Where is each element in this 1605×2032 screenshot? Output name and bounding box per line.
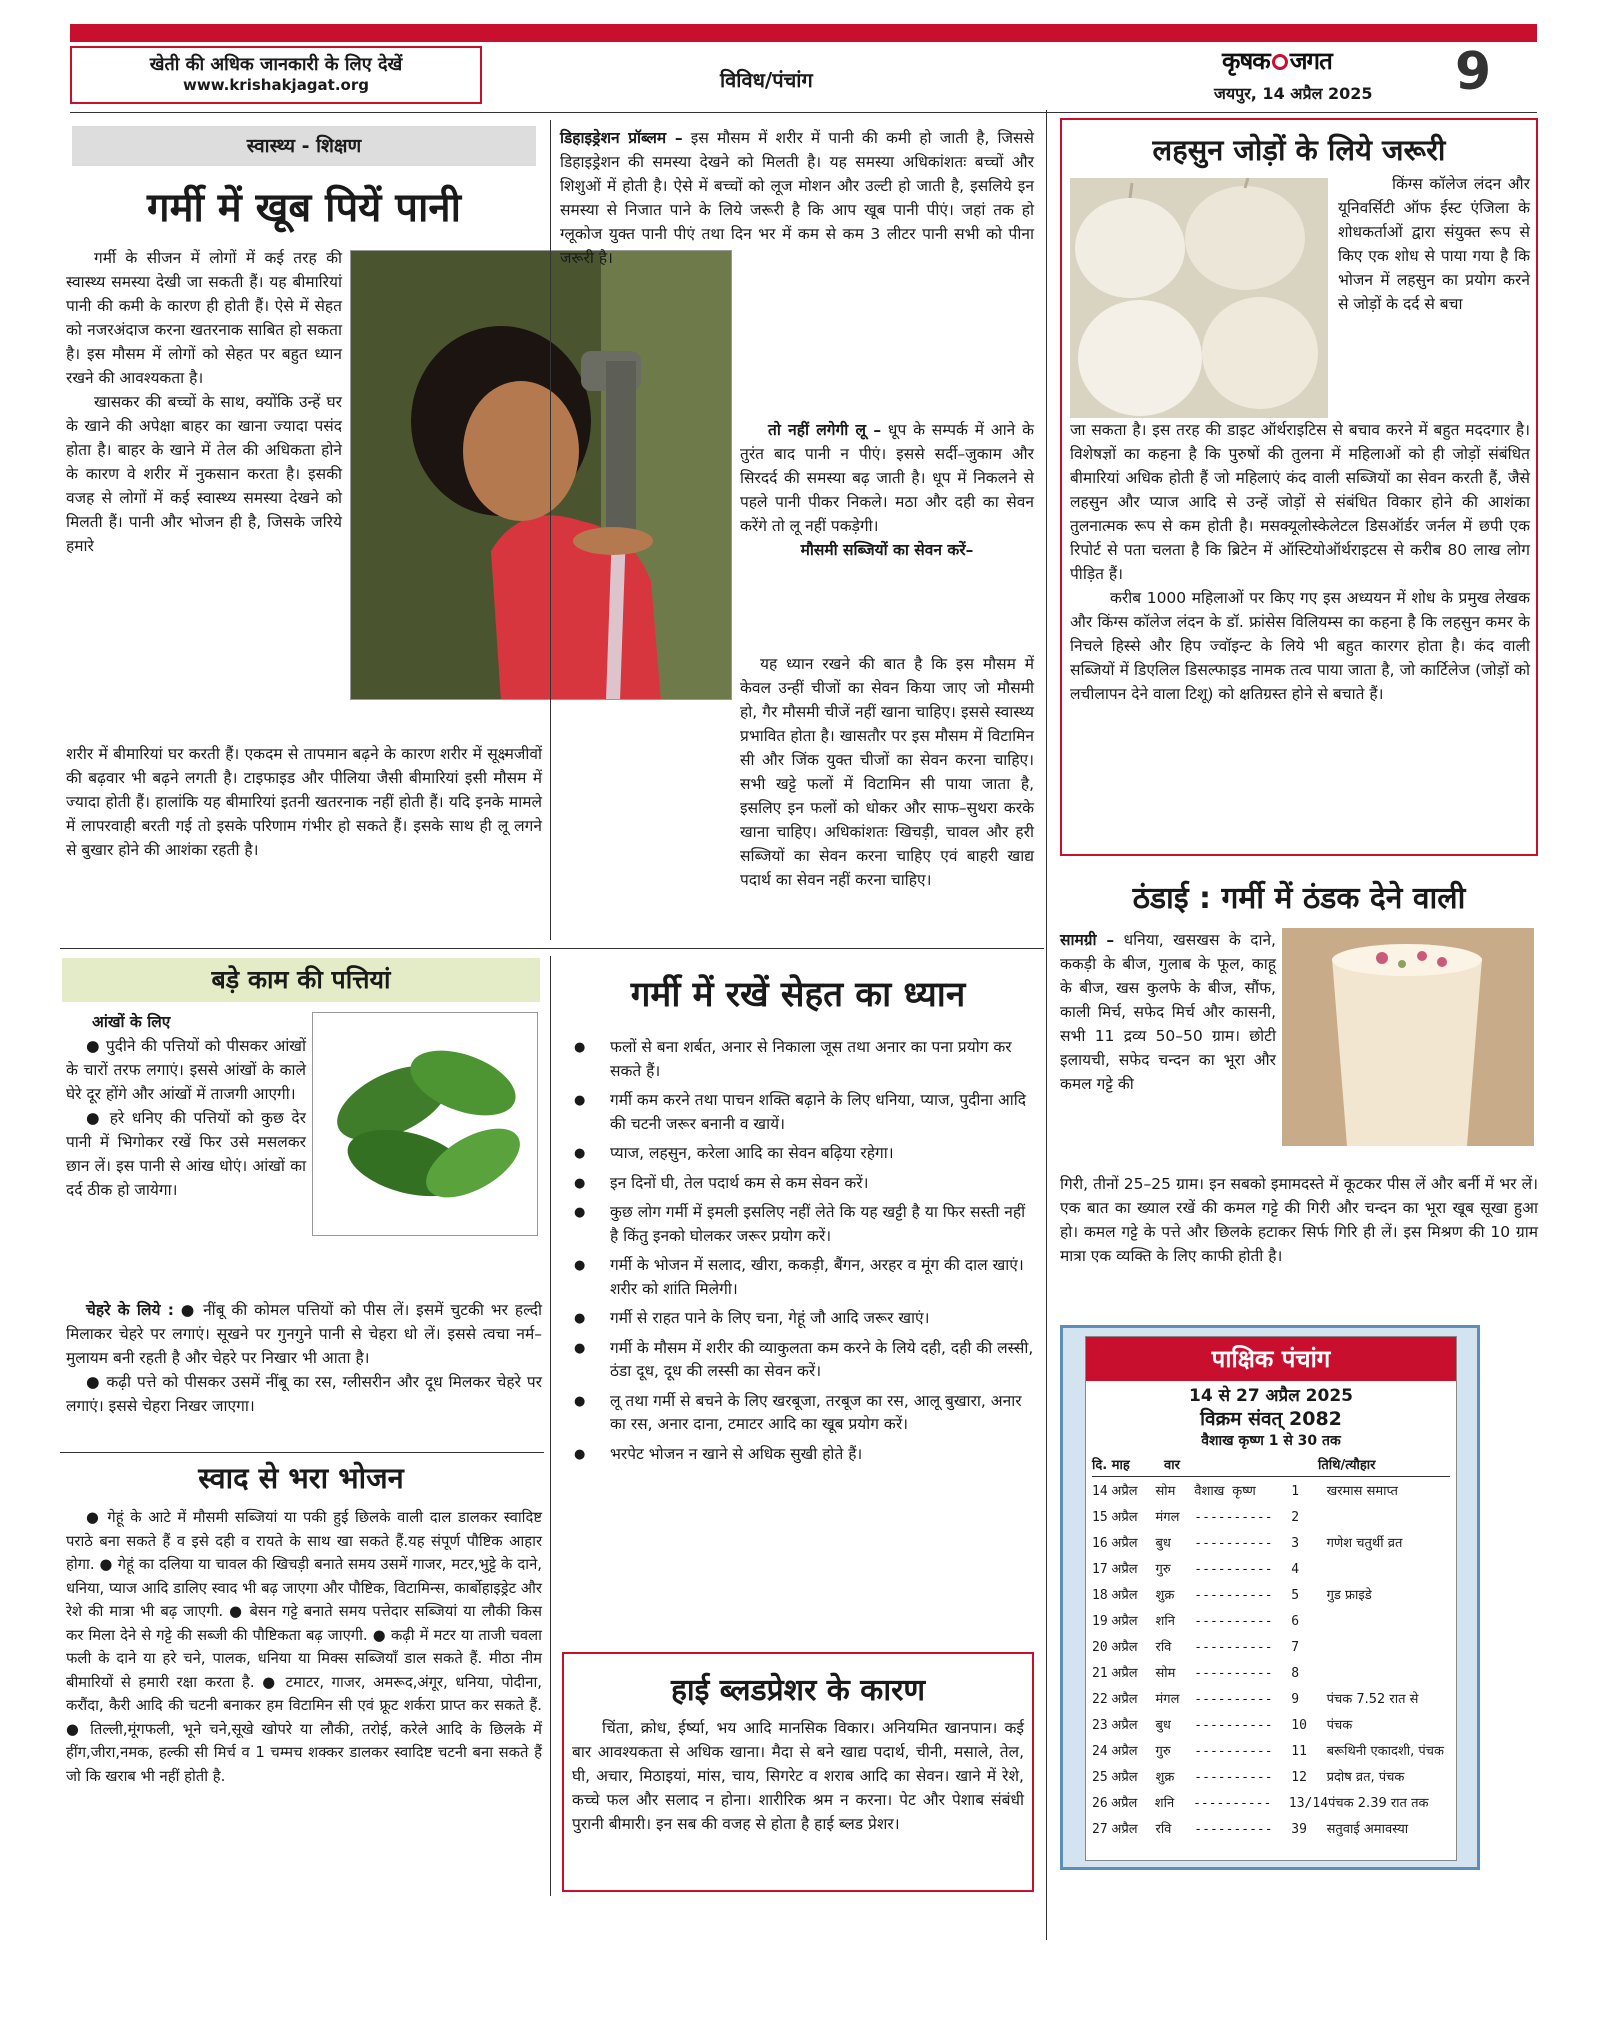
food-title: स्वाद से भरा भोजन [198, 1461, 404, 1495]
summer-tip: ● कुछ लोग गर्मी में इमली इसलिए नहीं लेते कि यह खट्टी है या फिर सस्ती नहीं है किंतु इनको घोलकर जरूर प्रयोग करें। [560, 1201, 1036, 1248]
water-left-col [66, 246, 342, 558]
row-month: अप्रैल [1111, 1718, 1138, 1733]
row-day: सोम [1155, 1484, 1176, 1499]
loo-para [740, 418, 1034, 538]
logo-word-1: कृषक [1222, 47, 1270, 75]
header-rule [70, 112, 1537, 113]
summer-tip: ● गर्मी के भोजन में सलाद, खीरा, ककड़ी, बैंगन, अरहर व मूंग की दाल खाएं। शरीर को शांति मिलेगी। [560, 1254, 1036, 1301]
face-tip-2 [66, 1370, 542, 1418]
article-category-strip: स्वास्थ्य - शिक्षण [72, 126, 536, 166]
col-divider-3 [550, 956, 551, 1896]
garlic-illustration [1070, 178, 1328, 418]
leaves-title: बड़े काम की पत्तियां [62, 958, 540, 1002]
panchang-inner [1085, 1336, 1457, 1861]
row-day: गुरु [1155, 1562, 1171, 1577]
row-paksha: ---------- [1193, 1796, 1272, 1811]
panchang-row [1092, 1765, 1450, 1791]
row-tithi: 11 [1291, 1744, 1307, 1759]
row-date: 26 [1092, 1796, 1108, 1811]
thandai-text-2-wrap [1060, 1172, 1538, 1268]
panchang-samvat: विक्रम संवत् 2082 [1200, 1408, 1342, 1430]
row-date: 24 [1092, 1744, 1108, 1759]
row-festival [1327, 1661, 1450, 1687]
row-tithi: 9 [1291, 1692, 1300, 1707]
water-right-col-top [560, 126, 1034, 270]
water-bottom-para: शरीर में बीमारियां घर करती हैं। एकदम से तापमान बढ़ने के कारण शरीर में सूक्ष्मजीवों की बढ़वार भी बढ़ने लगती है। टाइफाइड और पीलिया जैसी बीमारियां इसी मौसम में ज्यादा होती हैं। हालांकि यह बीमारियां इतनी खतरनाक नहीं होती हैं। यदि इनके मामले में लापरवाही बरती गई तो इसके परिणाम गंभीर हो सकते हैं। इसके साथ ही लू लगने से बुखार होने की आशंका रहती है। [66, 745, 542, 859]
panchang-title: पाक्षिक पंचांग [1086, 1337, 1456, 1381]
row-month: अप्रैल [1111, 1796, 1138, 1811]
water-para-2: खासकर की बच्चों के साथ, क्योंकि उन्हें घर के खाने की अपेक्षा बाहर का खाना ज्यादा पसंद होता है। बाहर के खाने में तेल की अधिकता होने के कारण वे शरीर में नुकसान करता है। इसकी वजह से लोगों में कई स्वास्थ्य समस्या देखने को मिलती हैं। पानी और भोजन ही है, जिसके जरिये हमारे [66, 393, 342, 555]
row-month: अप्रैल [1111, 1484, 1138, 1499]
row-tithi: 8 [1291, 1666, 1300, 1681]
panchang-range: 14 से 27 अप्रैल 2025 [1189, 1386, 1353, 1406]
row-tithi: 1 [1291, 1484, 1300, 1499]
thandai-text-1 [1060, 928, 1276, 1096]
panchang-col-day: वार [1164, 1458, 1180, 1473]
row-paksha: ---------- [1194, 1744, 1273, 1759]
eyes-tip-2 [66, 1106, 306, 1202]
row-tithi: 2 [1291, 1510, 1300, 1525]
garlic-text-2-wrap [1070, 418, 1530, 706]
loo-text: धूप के सम्पर्क में आने के तुरंत बाद पानी न पीएं। इससे सर्दी–जुकाम और सिरदर्द की समस्या बढ़ जाती है। धूप में निकलने से पहले पानी पीकर निकले। मठा और दही का सेवन करेंगे तो लू नहीं पकड़ेगी। [740, 421, 1034, 535]
summer-tip: ● प्याज, लहसुन, करेला आदि का सेवन बढ़िया रहेगा। [560, 1142, 1036, 1166]
row-tithi: 5 [1291, 1588, 1300, 1603]
section-label: विविध/पंचांग [720, 68, 813, 92]
food-top-rule [60, 1452, 544, 1453]
summer-tip: ● इन दिनों घी, तेल पदार्थ कम से कम सेवन करें। [560, 1172, 1036, 1196]
row-festival [1327, 1609, 1450, 1635]
promo-line-1: खेती की अधिक जानकारी के लिए देखें [149, 54, 403, 75]
garlic-box [1060, 118, 1538, 856]
garlic-photo [1070, 178, 1328, 418]
row-day: गुरु [1155, 1744, 1171, 1759]
logo-dot-icon [1272, 54, 1288, 70]
row-month: अप्रैल [1111, 1588, 1138, 1603]
row-month: अप्रैल [1111, 1536, 1138, 1551]
row-month: अप्रैल [1111, 1666, 1138, 1681]
row-tithi: 4 [1291, 1562, 1300, 1577]
panchang-col-tithi: तिथि/त्यौहार [1318, 1458, 1376, 1473]
promo-url[interactable]: www.krishakjagat.org [183, 76, 369, 94]
row-festival [1327, 1635, 1450, 1661]
row-date: 27 [1092, 1822, 1108, 1837]
row-paksha: ---------- [1194, 1666, 1273, 1681]
row-date: 23 [1092, 1718, 1108, 1733]
row-date: 25 [1092, 1770, 1108, 1785]
summer-tip: ● गर्मी से राहत पाने के लिए चना, गेहूं जौ आदि जरूर खाएं। [560, 1307, 1036, 1331]
panchang-row [1092, 1505, 1450, 1531]
panchang-row [1092, 1713, 1450, 1739]
summer-tip: ● फलों से बना शर्बत, अनार से निकाला जूस तथा अनार का पना प्रयोग कर सकते हैं। [560, 1036, 1036, 1083]
girl-illustration [351, 251, 732, 700]
panchang-row [1092, 1557, 1450, 1583]
loo-col [740, 418, 1034, 562]
thandai-ingredients: धनिया, खसखस के दाने, ककड़ी के बीज, गुलाब के फूल, काहू के बीज, खस कुलफे के बीज, सौंफ, काली मिर्च, सफेद मिर्च और कासनी, सभी 11 द्रव्य 50–50 ग्राम। छोटी इलायची, सफेद चन्दन का भूरा और कमल गट्टे की [1060, 931, 1276, 1093]
logo-word-2: जगत [1289, 47, 1332, 75]
bp-box [562, 1652, 1034, 1892]
panchang-rows [1092, 1479, 1450, 1843]
row-day: मंगल [1155, 1510, 1180, 1525]
bullet-icon: ● [86, 1373, 107, 1391]
row-paksha: ---------- [1194, 1562, 1273, 1577]
row-date: 18 [1092, 1588, 1108, 1603]
panchang-row [1092, 1687, 1450, 1713]
panchang-row [1092, 1791, 1450, 1817]
row-date: 22 [1092, 1692, 1108, 1707]
water-bottom-col [66, 742, 542, 862]
row-month: अप्रैल [1111, 1614, 1138, 1629]
bp-text-wrap [572, 1716, 1024, 1836]
leaves-face-col [66, 1298, 542, 1418]
row-day: शुक्र [1155, 1770, 1175, 1785]
row-month: अप्रैल [1111, 1562, 1138, 1577]
row-month: अप्रैल [1111, 1744, 1138, 1759]
row-date: 16 [1092, 1536, 1108, 1551]
row-tithi: 12 [1291, 1770, 1307, 1785]
row-date: 15 [1092, 1510, 1108, 1525]
row-festival: बरूथिनी एकादशी, पंचक [1326, 1744, 1445, 1759]
row-month: अप्रैल [1111, 1510, 1138, 1525]
panchang-box [1060, 1325, 1480, 1870]
garlic-text-1-wrap [1338, 172, 1530, 316]
row-tithi: 39 [1291, 1822, 1307, 1837]
row-tithi: 13/14 [1288, 1796, 1329, 1811]
col-divider-2 [1046, 110, 1047, 1940]
dehydration-para [560, 126, 1034, 270]
row-paksha: वैशाख कृष्ण [1194, 1484, 1256, 1499]
bullet-icon: ● [86, 1037, 106, 1055]
panchang-row [1092, 1661, 1450, 1687]
panchang-row [1092, 1635, 1450, 1661]
row-date: 17 [1092, 1562, 1108, 1577]
thandai-text-2: गिरी, तीनों 25–25 ग्राम। इन सबको इमामदस्ते में कूटकर पीस लें और बर्नी में भर लें। एक बात का ख्याल रखें की कमल गट्टे की गिरी और चन्दन का भूरा खूब सूखा हुआ हो। कमल गट्टे के पत्ते और छिलके हटाकर सिर्फ गिरि ही लें। इस मिश्रण की 10 ग्राम मात्रा एक व्यक्ति के लिए काफी होती है। [1060, 1175, 1538, 1265]
row-month: अप्रैल [1111, 1692, 1138, 1707]
thandai-illustration [1282, 928, 1534, 1146]
row-day: रवि [1155, 1822, 1172, 1837]
panchang-row [1092, 1609, 1450, 1635]
leaves-photo [312, 1012, 538, 1236]
face-tip-2-text: कढ़ी पत्ते को पीसकर उसमें नींबू का रस, ग्लीसरीन और दूध मिलकर चेहरे पर लगाएं। इससे चेहरा निखर जाएगा। [66, 1373, 542, 1415]
row-day: शुक्र [1155, 1588, 1175, 1603]
row-paksha: ---------- [1194, 1770, 1273, 1785]
bullet-icon: ● [180, 1301, 204, 1319]
row-festival: गुड फ्राइडे [1326, 1588, 1372, 1603]
water-para-1: गर्मी के सीजन में लोगों में कई तरह की स्वास्थ्य समस्या देखी जा सकती हैं। यह बीमारियां पानी की कमी के कारण ही होती हैं। ऐसे में सेहत को नजरअंदाज करना खतरनाक साबित हो सकता है। इस मौसम में लोगों को सेहत पर बहुत ध्यान रखने की आवश्यकता है। [66, 249, 342, 387]
row-paksha: ---------- [1194, 1536, 1273, 1551]
dateline: जयपुर, 14 अप्रैल 2025 [1214, 84, 1373, 103]
food-text: ● गेहूं के आटे में मौसमी सब्जियां या पकी हुई छिलके वाली दाल डालकर स्वादिष्ट पराठे बना सकते हैं व इसे दही व रायते के साथ खा सकते हैं.यह संपूर्ण पौष्टिक आहार होगा. ● गेहूं का दलिया या चावल की खिचड़ी बनाते समय उसमें गाजर, मटर,भुट्टे के दाने, धनिया, प्याज आदि डालिए स्वाद भी बढ़ जाएगा और पौष्टिक, विटामिन्स, कार्बोहाइड्रेट और रेशे की मात्रा भी बढ़ जाएगी. ● बेसन गट्टे बनाते समय पत्तेदार सब्जियां या लौकी किस कर मिला देने से गट्टे की सब्जी की पौष्टिकता बढ़ जाएगी. ● कढ़ी में मटर या ताजी चवला फली के दाने या हरे चने, पालक, धनिया या मिक्स सब्जियाँ डाल सकते हैं. मीठा नीम बीमारियों से हमारी रक्षा करता है. ● टमाटर, गाजर, अमरूद,अंगूर, धनिया, पोदीना, करौंदा, कैरी आदि की चटनी बनाकर हम विटामिन सी एवं फ्रूट शर्करा प्राप्त कर सकते हैं. ● तिल्ली,मूंगफली, भूने चने,सूखे खोपरे या लौकी, तरोई, करेले आदि के छिलके में हींग,जीरा,नमक, हल्की सी मिर्च व 1 चम्मच शक्कर डालकर स्वादिष्ट चटनी बना सकते हैं जो कि खराब भी नहीं होती है. [66, 1509, 542, 1785]
eyes-tip-1-text: पुदीने की पत्तियों को पीसकर आंखों के चारों तरफ लगाएं। इससे आंखों के काले घेरे दूर होंगे और आंखों में ताजगी आएगी। [66, 1037, 306, 1103]
eyes-tip-2-text: हरे धनिए की पत्तियों को कुछ देर पानी में भिगोकर रखें फिर उसे मसलकर छान लें। इस पानी से आंख धोएं। आंखों का दर्द ठीक हो जायेगा। [66, 1109, 306, 1199]
garlic-text-3: करीब 1000 महिलाओं पर किए गए इस अध्ययन में शोध के प्रमुख लेखक और किंग्स कॉलेज लंदन के डॉ. फ्रांसेस विलियम्स का कहना है कि लहसुन कमर के निचले हिस्से और हिप ज्वॉइन्ट के लिये भी बहुत कारगर होता है। कंद वाली सब्जियों में डिएलिल डिसल्फाइड नामक तत्व पाया जाता है, जो कार्टिलेज (जोड़ों को लचीलापन देने वाला टिशू) को क्षतिग्रस्त होने से बचाते हैं। [1070, 589, 1530, 703]
eyes-head: आंखों के लिए [92, 1013, 171, 1031]
summer-title: गर्मी में रखें सेहत का ध्यान [630, 975, 966, 1015]
row-festival: खरमास समाप्त [1326, 1484, 1398, 1499]
summer-tip: ● गर्मी के मौसम में शरीर की व्याकुलता कम करने के लिये दही, दही की लस्सी, ठंडा दूध, दूध की लस्सी का सेवन करें। [560, 1337, 1036, 1384]
row-paksha: ---------- [1194, 1718, 1273, 1733]
thandai-label: सामग्री – [1060, 931, 1115, 949]
page-number: 9 [1455, 42, 1492, 102]
row-paksha: ---------- [1194, 1588, 1273, 1603]
row-tithi: 7 [1291, 1640, 1300, 1655]
garlic-text-2: जा सकता है। इस तरह की डाइट ऑर्थराइटिस से बचाव करने में बहुत मददगार है। विशेषज्ञों का कहना है कि पुरुषों की तुलना में महिलाओं को ही जोड़ों संबंधित बीमारियां अधिक होती हैं जो महिलाएं कंद वाली सब्जियों का सेवन करती हैं, जैसे लहसुन और प्याज आदि से उन्हें जोड़ों से संबंधित विकार होने की आशंका तुलनात्मक रूप से कम होती है। मसक्यूलोस्केलेटल डिसऑर्डर जर्नल में छपी एक रिपोर्ट से पता चलता है कि ब्रिटेन में ऑस्टियोऑर्थराइटस से करीब 80 लाख लोग पीड़ित हैं। [1070, 421, 1530, 583]
thandai-title: ठंडाई : गर्मी में ठंडक देने वाली [1132, 881, 1466, 916]
col-divider-1 [550, 120, 551, 940]
seasonal-col [560, 652, 1034, 892]
face-tip-1-text: नींबू की कोमल पत्तियों को पीस लें। इसमें चुटकी भर हल्दी मिलाकर चेहरे पर लगाएं। सूखने पर गुनगुने पानी से चेहरा धो लें। इससे त्वचा नर्म–मुलायम बनी रहती है और चेहरे पर निखार भी आता है। [66, 1301, 542, 1367]
seasonal-head: मौसमी सब्जियों का सेवन करें– [800, 541, 974, 559]
panchang-header-row [1092, 1455, 1450, 1477]
face-head: चेहरे के लिये : [86, 1301, 174, 1319]
row-day: शनि [1154, 1796, 1175, 1811]
seasonal-text: यह ध्यान रखने की बात है कि इस मौसम में केवल उन्हीं चीजों का सेवन किया जाए जो मौसमी हो, गैर मौसमी चीजें नहीं खाना चाहिए। इससे स्वास्थ्य प्रभावित होता है। खासतौर पर इस मौसम में विटामिन सी और जिंक युक्त चीजों का सेवन करना चाहिए। सभी खट्टे फलों में विटामिन सी पाया जाता है, इसलिए इन फलों को धोकर और साफ–सुथरा करके खाना चाहिए। अधिकांशतः खिचड़ी, चावल और हरी सब्जियों का सेवन करना चाहिए एवं बाहरी खाद्य पदार्थ का सेवन नहीं करना चाहिए। [740, 655, 1034, 889]
row-date: 21 [1092, 1666, 1108, 1681]
mid-rule [60, 948, 1044, 949]
row-day: सोम [1155, 1666, 1176, 1681]
article-title-water: गर्मी में खूब पियें पानी [147, 185, 461, 231]
row-day: मंगल [1155, 1692, 1180, 1707]
row-paksha: ---------- [1194, 1510, 1273, 1525]
row-day: शनि [1155, 1614, 1175, 1629]
row-month: अप्रैल [1111, 1770, 1138, 1785]
thandai-text-1-wrap [1060, 928, 1276, 1096]
row-paksha: ---------- [1194, 1822, 1273, 1837]
loo-head: तो नहीं लगेगी लू – [768, 421, 882, 439]
row-festival: पंचक [1326, 1718, 1353, 1733]
panchang-row [1092, 1479, 1450, 1505]
row-festival: पंचक 7.52 रात से [1326, 1692, 1419, 1707]
summer-tip: ● लू तथा गर्मी से बचने के लिए खरबूजा, तरबूज का रस, आलू बुखारा, अनार का रस, अनार दाना, टमाटर आदि का खूब प्रयोग करें। [560, 1390, 1036, 1437]
row-month: अप्रैल [1111, 1640, 1138, 1655]
bp-text: चिंता, क्रोध, ईर्ष्या, भय आदि मानसिक विकार। अनियमित खानपान। कई बार आवश्यकता से अधिक खाना। मैदा से बने खाद्य पदार्थ, चीनी, मसाले, तेल, घी, अचार, मिठाइयां, मांस, चाय, सिगरेट व शराब आदि का सेवन। खाने में रेशे, कच्चे फल और सलाद न होना। शारीरिक श्रम न करना। पेट और पेशाब संबंधी पुरानी बीमारी। इन सब की वजह से होता है हाई ब्लड प्रेशर। [572, 1719, 1024, 1833]
panchang-row [1092, 1583, 1450, 1609]
row-date: 19 [1092, 1614, 1108, 1629]
dehydration-text: इस मौसम में शरीर में पानी की कमी हो जाती है, जिससे डिहाइड्रेशन की समस्या देखने को मिलती है। यह समस्या अधिकांशतः बच्चों और शिशुओं में होती है। ऐसे में बच्चों को लूज मोशन और उल्टी हो जाती है, इसलिये इन समस्या से निजात पाने के लिये जरूरी है कि आप खूब पानी पीएं। जहां तक हो ग्लूकोज युक्त पानी पीएं तथा दिन भर में कम से कम 3 लीटर पानी सभी को पीना जरूरी है। [560, 129, 1034, 267]
face-tip-1 [66, 1298, 542, 1370]
website-promo-box [70, 46, 482, 104]
garlic-title: लहसुन जोड़ों के लिये जरूरी [1152, 133, 1446, 167]
row-day: रवि [1155, 1640, 1172, 1655]
row-tithi: 6 [1291, 1614, 1300, 1629]
thandai-photo [1282, 928, 1534, 1146]
row-paksha: ---------- [1194, 1692, 1273, 1707]
bp-title: हाई ब्लडप्रेशर के कारण [670, 1673, 926, 1708]
row-festival [1327, 1557, 1450, 1583]
girl-drinking-water-photo [350, 250, 732, 700]
bullet-icon: ● [86, 1109, 110, 1127]
row-tithi: 3 [1291, 1536, 1300, 1551]
row-tithi: 10 [1291, 1718, 1307, 1733]
summer-tip: ● भरपेट भोजन न खाने से अधिक सुखी होते हैं। [560, 1443, 1036, 1467]
row-festival: सतुवाई अमावस्या [1326, 1822, 1409, 1837]
panchang-paksha: वैशाख कृष्ण 1 से 30 तक [1201, 1433, 1341, 1449]
row-date: 14 [1092, 1484, 1108, 1499]
panchang-row [1092, 1531, 1450, 1557]
garlic-text-1: किंग्स कॉलेज लंदन और यूनिवर्सिटी ऑफ ईस्ट एंजिला के शोधकर्ताओं द्वारा संयुक्त रूप से किए एक शोध से पाया गया है कि भोजन में लहसुन का प्रयोग करने से जोड़ों के दर्द से बचा [1338, 175, 1530, 313]
masthead-logo [1222, 44, 1332, 77]
row-paksha: ---------- [1194, 1640, 1273, 1655]
row-day: बुध [1155, 1718, 1171, 1733]
row-day: बुध [1155, 1536, 1171, 1551]
row-festival: प्रदोष व्रत, पंचक [1326, 1770, 1405, 1785]
row-paksha: ---------- [1194, 1614, 1273, 1629]
eyes-tip-1 [66, 1034, 306, 1106]
row-month: अप्रैल [1111, 1822, 1138, 1837]
row-festival: पंचक 2.39 रात तक [1328, 1796, 1429, 1811]
panchang-row [1092, 1817, 1450, 1843]
row-festival: गणेश चतुर्थी व्रत [1326, 1536, 1403, 1551]
leaves-illustration [313, 1013, 538, 1236]
panchang-col-date: दि. माह [1092, 1458, 1130, 1473]
panchang-row [1092, 1739, 1450, 1765]
food-col [66, 1506, 542, 1788]
row-date: 20 [1092, 1640, 1108, 1655]
dehydration-head: डिहाइड्रेशन प्रॉब्लम – [560, 129, 683, 147]
top-red-rule [70, 24, 1537, 42]
row-festival [1327, 1505, 1450, 1531]
summer-tips-list [560, 1036, 1036, 1472]
summer-tip: ● गर्मी कम करने तथा पाचन शक्ति बढ़ाने के लिए धनिया, प्याज, पुदीना आदि की चटनी जरूर बनानी व खायें। [560, 1089, 1036, 1136]
leaves-eyes-col [66, 1010, 306, 1202]
